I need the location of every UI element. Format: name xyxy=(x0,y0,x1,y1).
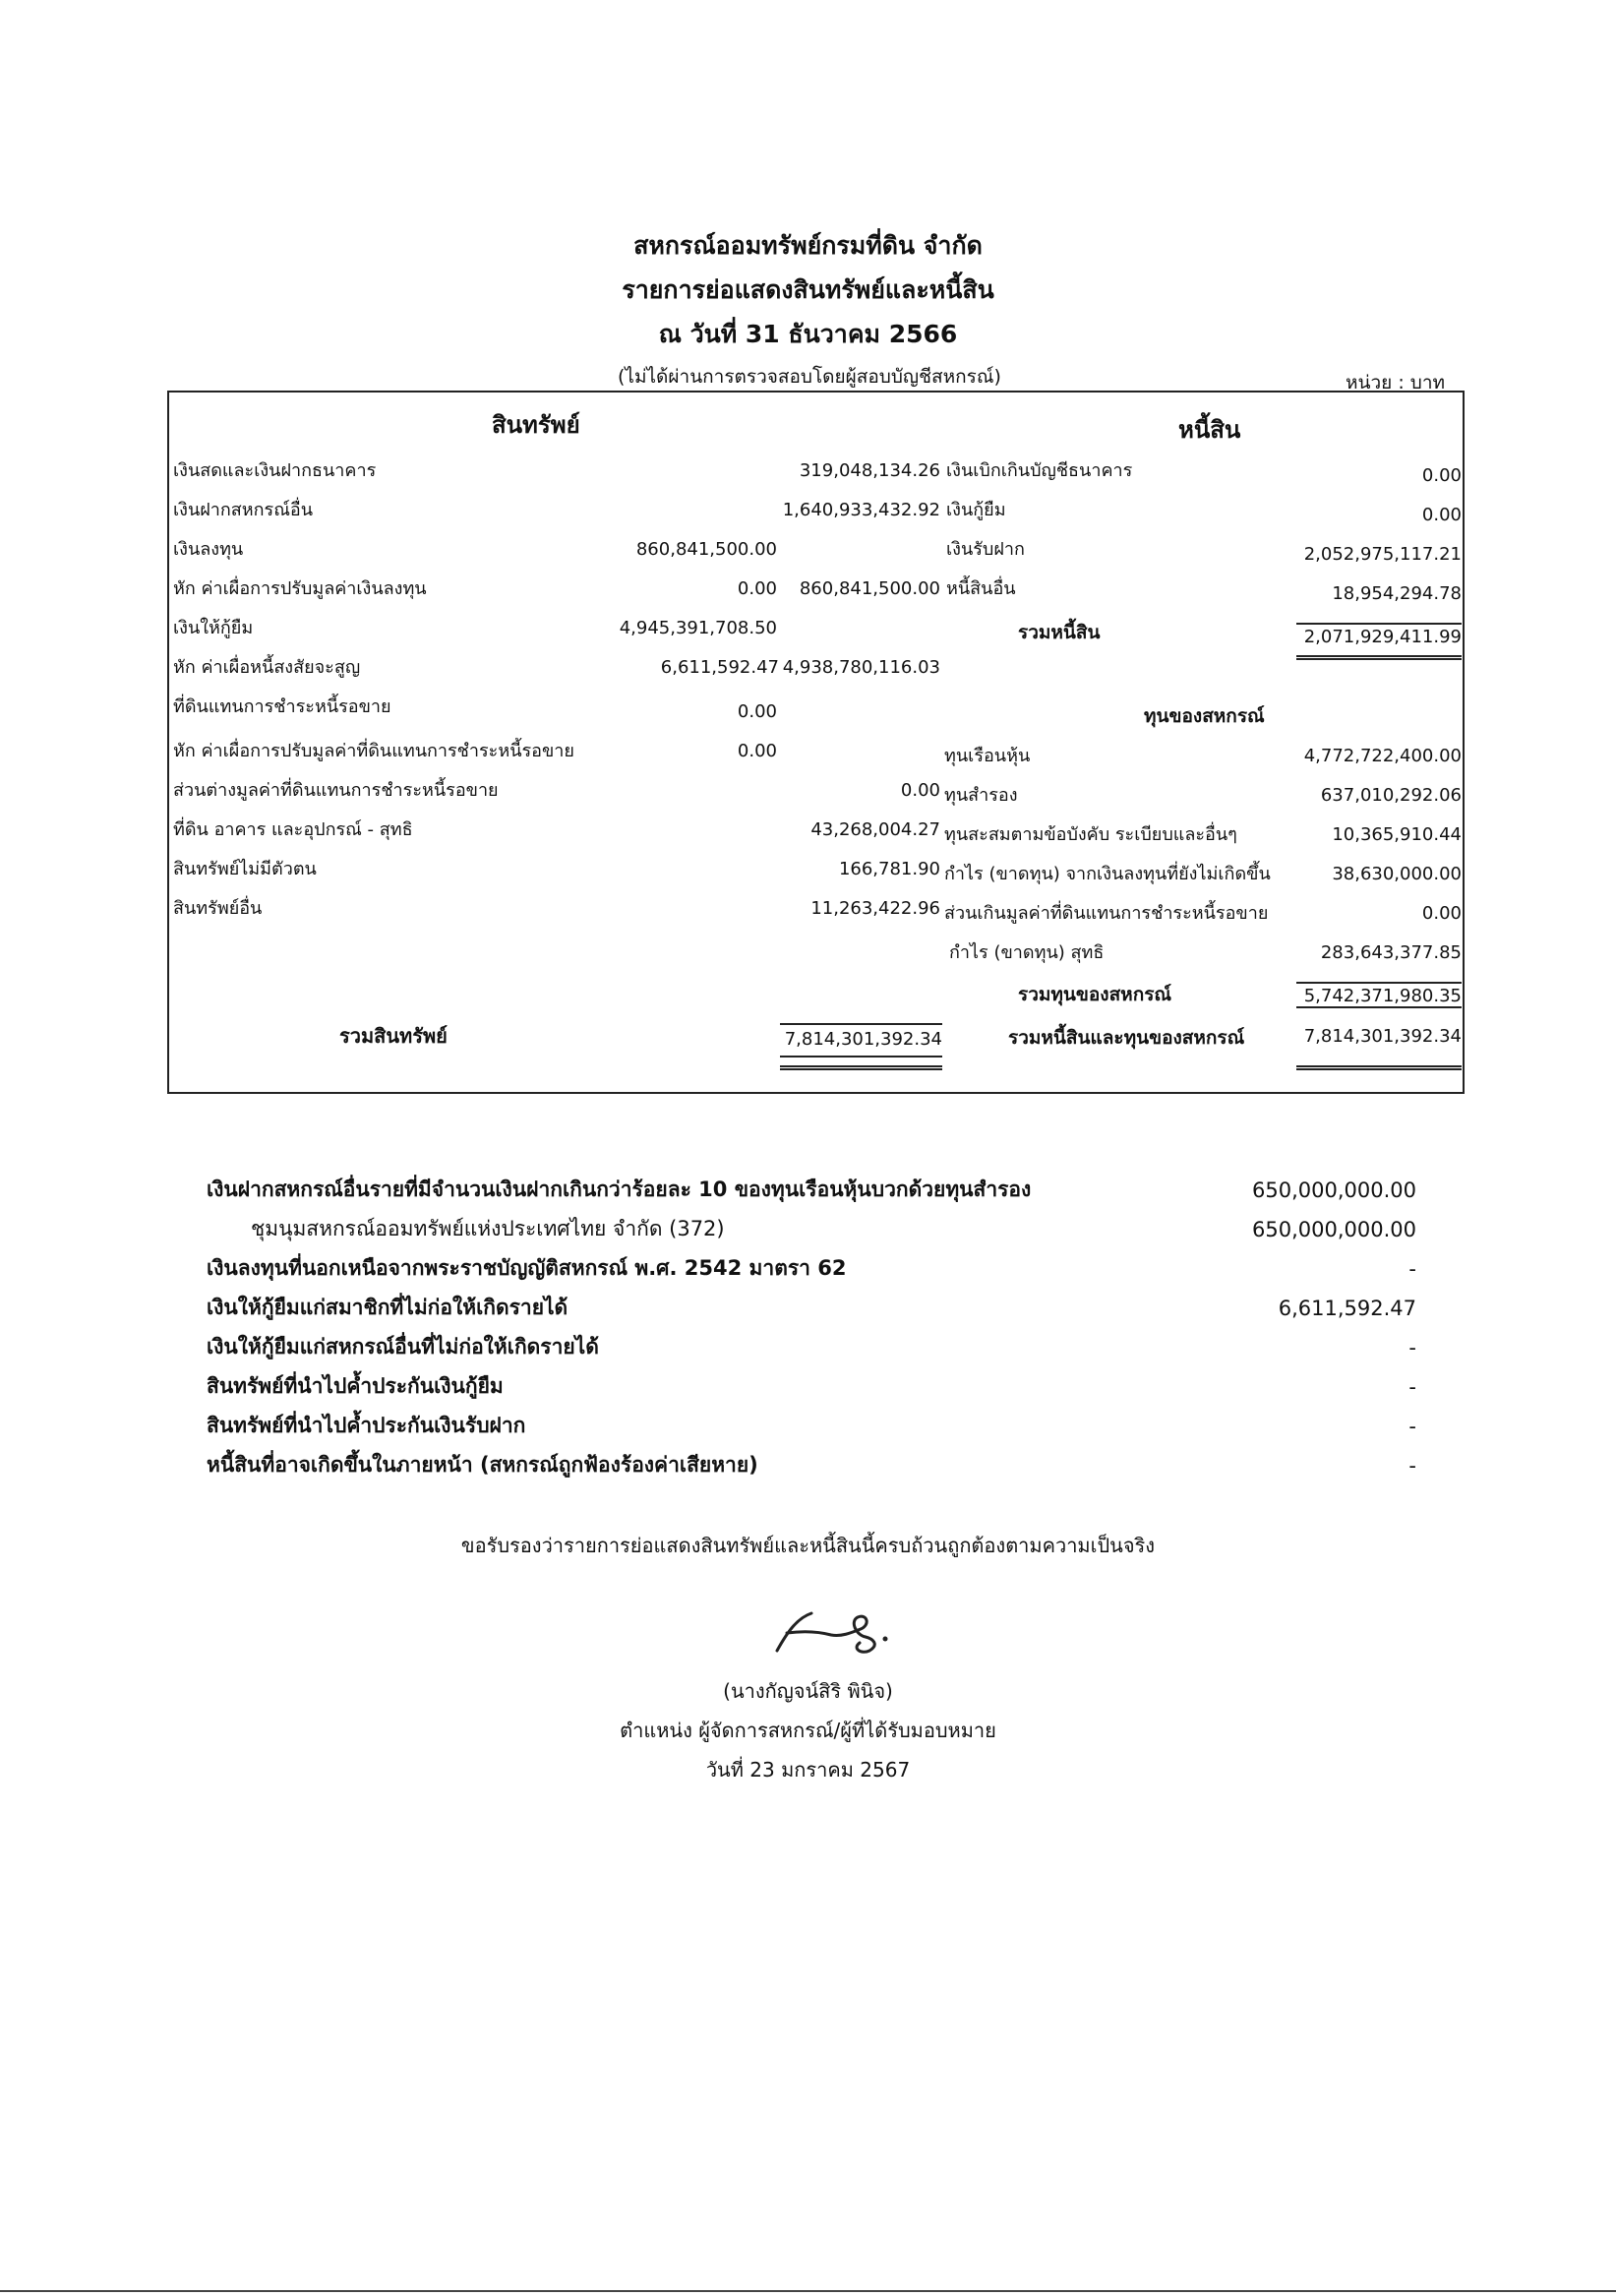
disclosure-label: เงินฝากสหกรณ์อื่นรายที่มีจำนวนเงินฝากเกินกว่าร้อยละ 10 ของทุนเรือนหุ้นบวกด้วยทุนสำรอง xyxy=(207,1178,1032,1201)
equity-value: 283,643,377.85 xyxy=(1320,942,1462,963)
signatory-position: ตำแหน่ง ผู้จัดการสหกรณ์/ผู้ที่ได้รับมอบหมาย xyxy=(620,1719,996,1742)
liability-value: 0.00 xyxy=(1421,465,1462,486)
equity-value: 10,365,910.44 xyxy=(1332,824,1462,845)
asset-total: 166,781.90 xyxy=(838,859,940,879)
asset-total: 319,048,134.26 xyxy=(799,460,940,481)
liability-label: เงินรับฝาก xyxy=(946,539,1025,560)
liability-label: หนี้สินอื่น xyxy=(946,578,1016,599)
disclosure-label: ชุมนุมสหกรณ์ออมทรัพย์แห่งประเทศไทย จำกัด (372) xyxy=(251,1217,725,1240)
asset-total: 43,268,004.27 xyxy=(810,819,940,840)
disclosure-value: 650,000,000.00 xyxy=(1252,1218,1416,1241)
asset-label: ส่วนต่างมูลค่าที่ดินแทนการชำระหนี้รอขาย xyxy=(173,780,499,801)
asset-total: 11,263,422.96 xyxy=(810,898,940,919)
grand-total-double-underline xyxy=(1296,1065,1462,1070)
asset-total: 1,640,933,432.92 xyxy=(782,500,940,520)
disclosure-label: หนี้สินที่อาจเกิดขึ้นในภายหน้า (สหกรณ์ถูกฟ้องร้องค่าเสียหาย) xyxy=(207,1453,758,1477)
total-equity-label: รวมทุนของสหกรณ์ xyxy=(1018,984,1172,1005)
asset-label: เงินให้กู้ยืม xyxy=(173,618,254,638)
asset-label: หัก ค่าเผื่อการปรับมูลค่าเงินลงทุน xyxy=(173,578,427,599)
liability-value: 2,052,975,117.21 xyxy=(1303,544,1462,565)
unit-label: หน่วย : บาท xyxy=(1346,372,1446,393)
asset-subvalue: 6,611,592.47 xyxy=(660,657,779,678)
disclosure-label: เงินให้กู้ยืมแก่สมาชิกที่ไม่ก่อให้เกิดรายได้ xyxy=(207,1296,569,1319)
disclosure-value: 6,611,592.47 xyxy=(1278,1297,1416,1320)
asset-label: ที่ดินแทนการชำระหนี้รอขาย xyxy=(173,696,391,717)
disclosure-value: - xyxy=(1408,1375,1416,1399)
equity-value: 4,772,722,400.00 xyxy=(1303,746,1462,766)
asset-label: เงินฝากสหกรณ์อื่น xyxy=(173,500,314,520)
equity-label: ทุนเรือนหุ้น xyxy=(944,746,1031,766)
asset-label: สินทรัพย์อื่น xyxy=(173,898,263,919)
asset-subvalue: 4,945,391,708.50 xyxy=(619,618,777,638)
asset-label: สินทรัพย์ไม่มีตัวตน xyxy=(173,859,317,879)
asset-label: ที่ดิน อาคาร และอุปกรณ์ - สุทธิ xyxy=(173,819,413,840)
disclosure-label: เงินลงทุนที่นอกเหนือจากพระราชบัญญัติสหกรณ์ พ.ศ. 2542 มาตรา 62 xyxy=(207,1256,847,1280)
equity-value: 637,010,292.06 xyxy=(1320,785,1462,806)
equity-label: ทุนสะสมตามข้อบังคับ ระเบียบและอื่นๆ xyxy=(944,824,1237,845)
disclosure-value: - xyxy=(1408,1454,1416,1478)
liabilities-heading: หนี้สิน xyxy=(1178,416,1241,444)
disclosure-value: 650,000,000.00 xyxy=(1252,1178,1416,1202)
signature-date: วันที่ 23 มกราคม 2567 xyxy=(705,1758,911,1782)
asset-subvalue: 860,841,500.00 xyxy=(635,539,777,560)
report-date: ณ วันที่ 31 ธันวาคม 2566 xyxy=(658,320,958,348)
disclosure-label: สินทรัพย์ที่นำไปค้ำประกันเงินกู้ยืม xyxy=(207,1374,504,1398)
equity-label: ทุนสำรอง xyxy=(944,785,1018,806)
equity-label: กำไร (ขาดทุน) จากเงินลงทุนที่ยังไม่เกิดขึ้น xyxy=(944,864,1271,884)
disclosure-label: เงินให้กู้ยืมแก่สหกรณ์อื่นที่ไม่ก่อให้เกิดรายได้ xyxy=(207,1335,599,1359)
grand-total-label: รวมหนี้สินและทุนของสหกรณ์ xyxy=(1008,1027,1245,1049)
total-liabilities-label: รวมหนี้สิน xyxy=(1018,622,1101,643)
total-equity-value: 5,742,371,980.35 xyxy=(1296,982,1462,1008)
total-liabilities-value: 2,071,929,411.99 xyxy=(1296,623,1462,647)
asset-subvalue: 0.00 xyxy=(737,741,777,761)
asset-label: หัก ค่าเผื่อการปรับมูลค่าที่ดินแทนการชำระหนี้รอขาย xyxy=(173,741,574,761)
org-name: สหกรณ์ออมทรัพย์กรมที่ดิน จำกัด xyxy=(633,231,983,260)
asset-total: 0.00 xyxy=(900,780,940,801)
disclosure-value: - xyxy=(1408,1257,1416,1281)
equity-value: 38,630,000.00 xyxy=(1332,864,1462,884)
equity-heading: ทุนของสหกรณ์ xyxy=(1144,705,1265,727)
asset-subvalue: 0.00 xyxy=(737,701,777,722)
certification-statement: ขอรับรองว่ารายการย่อแสดงสินทรัพย์และหนี้สินนี้ครบถ้วนถูกต้องตามความเป็นจริง xyxy=(460,1534,1156,1557)
liability-label: เงินกู้ยืม xyxy=(946,500,1006,520)
liability-value: 18,954,294.78 xyxy=(1332,583,1462,604)
liability-label: เงินเบิกเกินบัญชีธนาคาร xyxy=(946,460,1133,481)
bottom-rule xyxy=(0,2290,1616,2292)
disclosure-label: สินทรัพย์ที่นำไปค้ำประกันเงินรับฝาก xyxy=(207,1414,526,1437)
total-assets-value: 7,814,301,392.34 xyxy=(780,1023,942,1057)
signature-image xyxy=(757,1603,915,1662)
grand-total-value: 7,814,301,392.34 xyxy=(1303,1026,1462,1047)
total-liabilities-double-underline xyxy=(1296,655,1462,660)
asset-label: หัก ค่าเผื่อหนี้สงสัยจะสูญ xyxy=(173,657,361,678)
disclosure-value: - xyxy=(1408,1415,1416,1438)
liability-value: 0.00 xyxy=(1421,505,1462,525)
asset-label: เงินลงทุน xyxy=(173,539,244,560)
equity-label: กำไร (ขาดทุน) สุทธิ xyxy=(949,942,1105,963)
equity-label: ส่วนเกินมูลค่าที่ดินแทนการชำระหนี้รอขาย xyxy=(944,903,1269,924)
total-assets-label: รวมสินทรัพย์ xyxy=(339,1024,448,1048)
total-assets-double-underline xyxy=(780,1065,942,1070)
equity-value: 0.00 xyxy=(1421,903,1462,924)
asset-subvalue: 0.00 xyxy=(737,578,777,599)
asset-total: 860,841,500.00 xyxy=(799,578,940,599)
asset-label: เงินสดและเงินฝากธนาคาร xyxy=(173,460,377,481)
report-title: รายการย่อแสดงสินทรัพย์และหนี้สิน xyxy=(622,275,994,304)
assets-heading: สินทรัพย์ xyxy=(492,411,580,439)
audit-note: (ไม่ได้ผ่านการตรวจสอบโดยผู้สอบบัญชีสหกรณ์) xyxy=(618,366,1001,388)
disclosure-value: - xyxy=(1408,1336,1416,1359)
signatory-name: (นางกัญจน์สิริ พินิจ) xyxy=(723,1679,893,1703)
asset-total: 4,938,780,116.03 xyxy=(782,657,940,678)
